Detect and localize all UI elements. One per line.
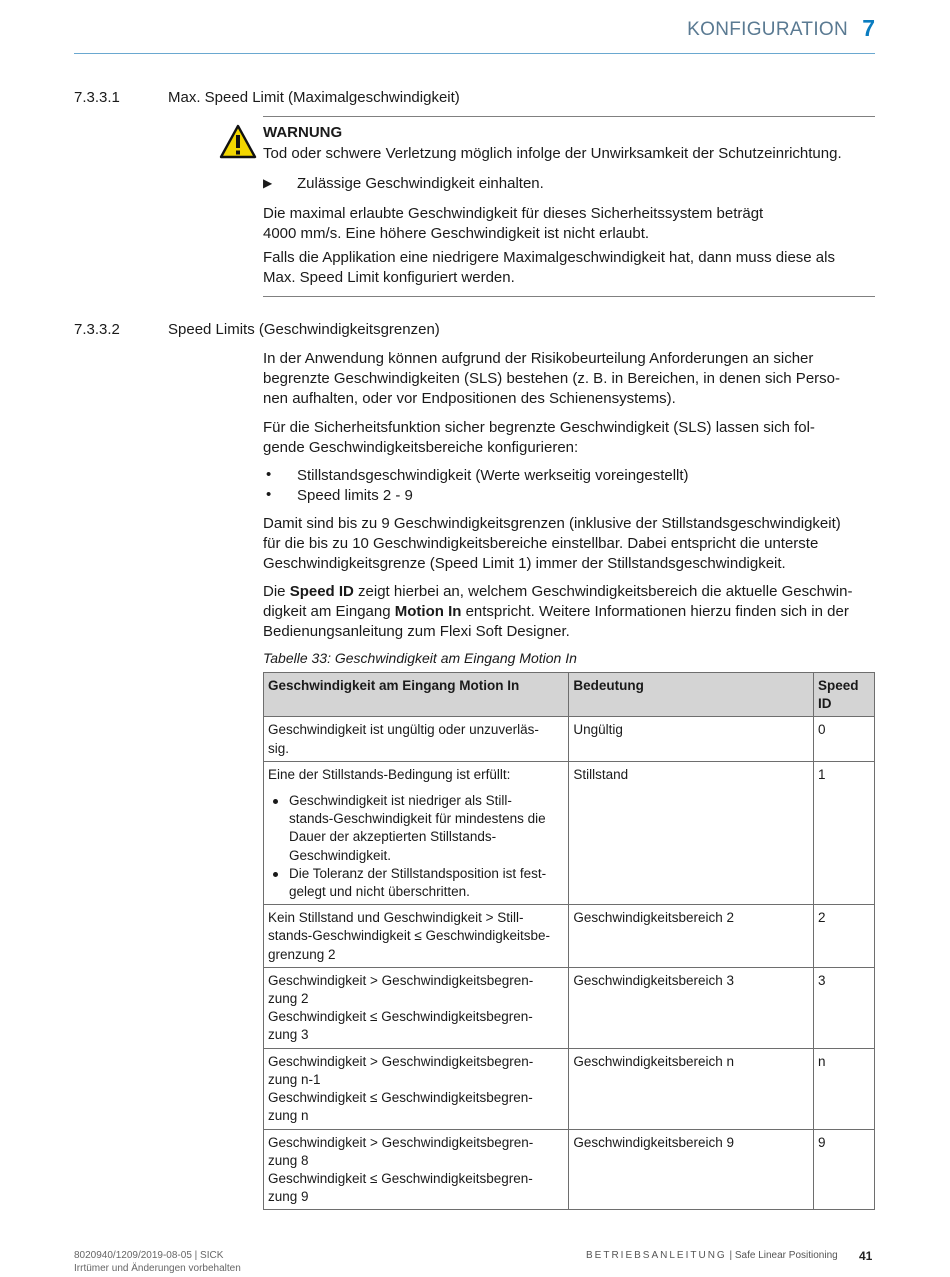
table-cell: 0 <box>814 717 875 761</box>
paragraph-line: nen aufhalten, oder vor Endpositionen des Schienensystems). <box>263 390 676 407</box>
table-row <box>264 717 875 761</box>
footer-center <box>586 1250 838 1261</box>
footer-doc-type: BETRIEBSANLEITUNG <box>586 1250 727 1261</box>
max-speed-para-line: Die maximal erlaubte Geschwindigkeit für dieses Sicherheitssystem beträgt <box>263 205 764 222</box>
table-header-row <box>264 673 875 717</box>
warning-text: Tod oder schwere Verletzung möglich infolge der Unwirksamkeit der Schutzeinrichtung. <box>263 145 842 162</box>
table-row <box>264 905 875 968</box>
bullet-icon: • <box>266 466 272 483</box>
paragraph-line: In der Anwendung können aufgrund der Risikobeurteilung Anforderungen an sicher <box>263 350 814 367</box>
bullet-icon: • <box>266 486 272 503</box>
table-row <box>264 1048 875 1129</box>
table-cell: Kein Stillstand und Geschwindigkeit > Still- stands-Geschwindigkeit ≤ Geschwindigkeitsbe- grenzung 2 <box>264 905 569 968</box>
warning-label: WARNUNG <box>263 124 343 141</box>
cell-bullet-list <box>268 792 564 901</box>
table-cell: Geschwindigkeitsbereich n <box>569 1048 814 1129</box>
table-cell: Geschwindigkeitsbereich 2 <box>569 905 814 968</box>
warning-triangle-icon <box>219 124 257 160</box>
paragraph-line: Bedienungsanleitung zum Flexi Soft Designer. <box>263 623 570 640</box>
paragraph-line: Damit sind bis zu 9 Geschwindigkeitsgrenzen (inklusive der Stillstandsgeschwindigkeit) <box>263 515 841 532</box>
paragraph-line: Geschwindigkeitsgrenze (Speed Limit 1) immer der Stillstandsgeschwindigkeit. <box>263 555 786 572</box>
paragraph-line: für die bis zu 10 Geschwindigkeitsbereiche einstellbar. Dabei entspricht die unterste <box>263 535 819 552</box>
motion-in-term: Motion In <box>394 603 462 620</box>
table-cell: 2 <box>814 905 875 968</box>
table-cell: Geschwindigkeitsbereich 3 <box>569 967 814 1048</box>
column-header: Speed ID <box>814 673 875 717</box>
table-cell: Eine der Stillstands-Bedingung ist erfüllt: Geschwindigkeit ist niedriger als Still- stands-Geschwindigkeit für mindestens die Dauer der akzeptierten Stillstands- Geschwindigkeit. Die Toleranz der Stillstandsposition ist fest- gelegt und nicht überschritten. <box>264 761 569 904</box>
paragraph-line: digkeit am Eingang Motion In entspricht. Weitere Informationen hierzu finden sich in der <box>263 603 849 620</box>
speed-table <box>263 672 875 1210</box>
column-header: Geschwindigkeit am Eingang Motion In <box>264 673 569 717</box>
max-speed-para-line: 4000 mm/s. Eine höhere Geschwindigkeit ist nicht erlaubt. <box>263 225 650 242</box>
table-cell: Geschwindigkeit ist ungültig oder unzuverläs- sig. <box>264 717 569 761</box>
page-number: 41 <box>859 1249 873 1263</box>
list-item: Geschwindigkeit ist niedriger als Still- stands-Geschwindigkeit für mindestens die Dauer der akzeptierten Stillstands- Geschwindigkeit. <box>268 792 564 865</box>
table-cell: Geschwindigkeit > Geschwindigkeitsbegren- zung 2 Geschwindigkeit ≤ Geschwindigkeitsbegren- zung 3 <box>264 967 569 1048</box>
table-cell: 1 <box>814 761 875 904</box>
warning-action: Zulässige Geschwindigkeit einhalten. <box>297 175 544 192</box>
bullet-item: Stillstandsgeschwindigkeit (Werte werkseitig voreingestellt) <box>297 467 689 484</box>
max-speed-para-line: Falls die Applikation eine niedrigere Maximalgeschwindigkeit hat, dann muss diese als <box>263 249 835 266</box>
table-caption: Tabelle 33: Geschwindigkeit am Eingang Motion In <box>263 650 577 666</box>
action-arrow-icon: ▶ <box>263 176 273 190</box>
speed-id-term: Speed ID <box>289 583 354 600</box>
table-cell: Geschwindigkeit > Geschwindigkeitsbegren- zung n-1 Geschwindigkeit ≤ Geschwindigkeitsbegren- zung n <box>264 1048 569 1129</box>
table-cell: Stillstand <box>569 761 814 904</box>
section-title: Speed Limits (Geschwindigkeitsgrenzen) <box>168 321 440 338</box>
footer-disclaimer: Irrtümer und Änderungen vorbehalten <box>74 1263 241 1274</box>
chapter-title: KONFIGURATION <box>687 19 848 40</box>
column-header: Bedeutung <box>569 673 814 717</box>
table-cell: Geschwindigkeitsbereich 9 <box>569 1129 814 1210</box>
bullet-item: Speed limits 2 - 9 <box>297 487 413 504</box>
table-cell: Geschwindigkeit > Geschwindigkeitsbegren- zung 8 Geschwindigkeit ≤ Geschwindigkeitsbegren- zung 9 <box>264 1129 569 1210</box>
chapter-number: 7 <box>862 15 875 41</box>
paragraph-line: begrenzte Geschwindigkeiten (SLS) bestehen (z. B. in Bereichen, in denen sich Perso- <box>263 370 840 387</box>
table-cell: 3 <box>814 967 875 1048</box>
footer-separator: | <box>726 1250 735 1261</box>
paragraph-line: Die Speed ID zeigt hierbei an, welchem Geschwindigkeitsbereich die aktuelle Geschwin- <box>263 583 853 600</box>
paragraph-line: gende Geschwindigkeitsbereiche konfigurieren: <box>263 439 579 456</box>
max-speed-para-line: Max. Speed Limit konfiguriert werden. <box>263 269 515 286</box>
footer-product: Safe Linear Positioning <box>734 1250 838 1261</box>
section-title: Max. Speed Limit (Maximalgeschwindigkeit) <box>168 89 460 106</box>
section-number: 7.3.3.2 <box>74 321 120 338</box>
table-cell: Ungültig <box>569 717 814 761</box>
paragraph-line: Für die Sicherheitsfunktion sicher begrenzte Geschwindigkeit (SLS) lassen sich fol- <box>263 419 815 436</box>
table-row <box>264 761 875 904</box>
header-rule <box>74 53 875 54</box>
list-item: Die Toleranz der Stillstandsposition ist fest- gelegt und nicht überschritten. <box>268 865 564 901</box>
warning-bottom-rule <box>263 296 875 297</box>
footer-doc-id: 8020940/1209/2019-08-05 | SICK <box>74 1250 224 1261</box>
table-row <box>264 967 875 1048</box>
table-row <box>264 1129 875 1210</box>
section-number: 7.3.3.1 <box>74 89 120 106</box>
footer-left <box>74 1249 241 1275</box>
table-cell: 9 <box>814 1129 875 1210</box>
table-cell: n <box>814 1048 875 1129</box>
warning-top-rule <box>263 116 875 117</box>
